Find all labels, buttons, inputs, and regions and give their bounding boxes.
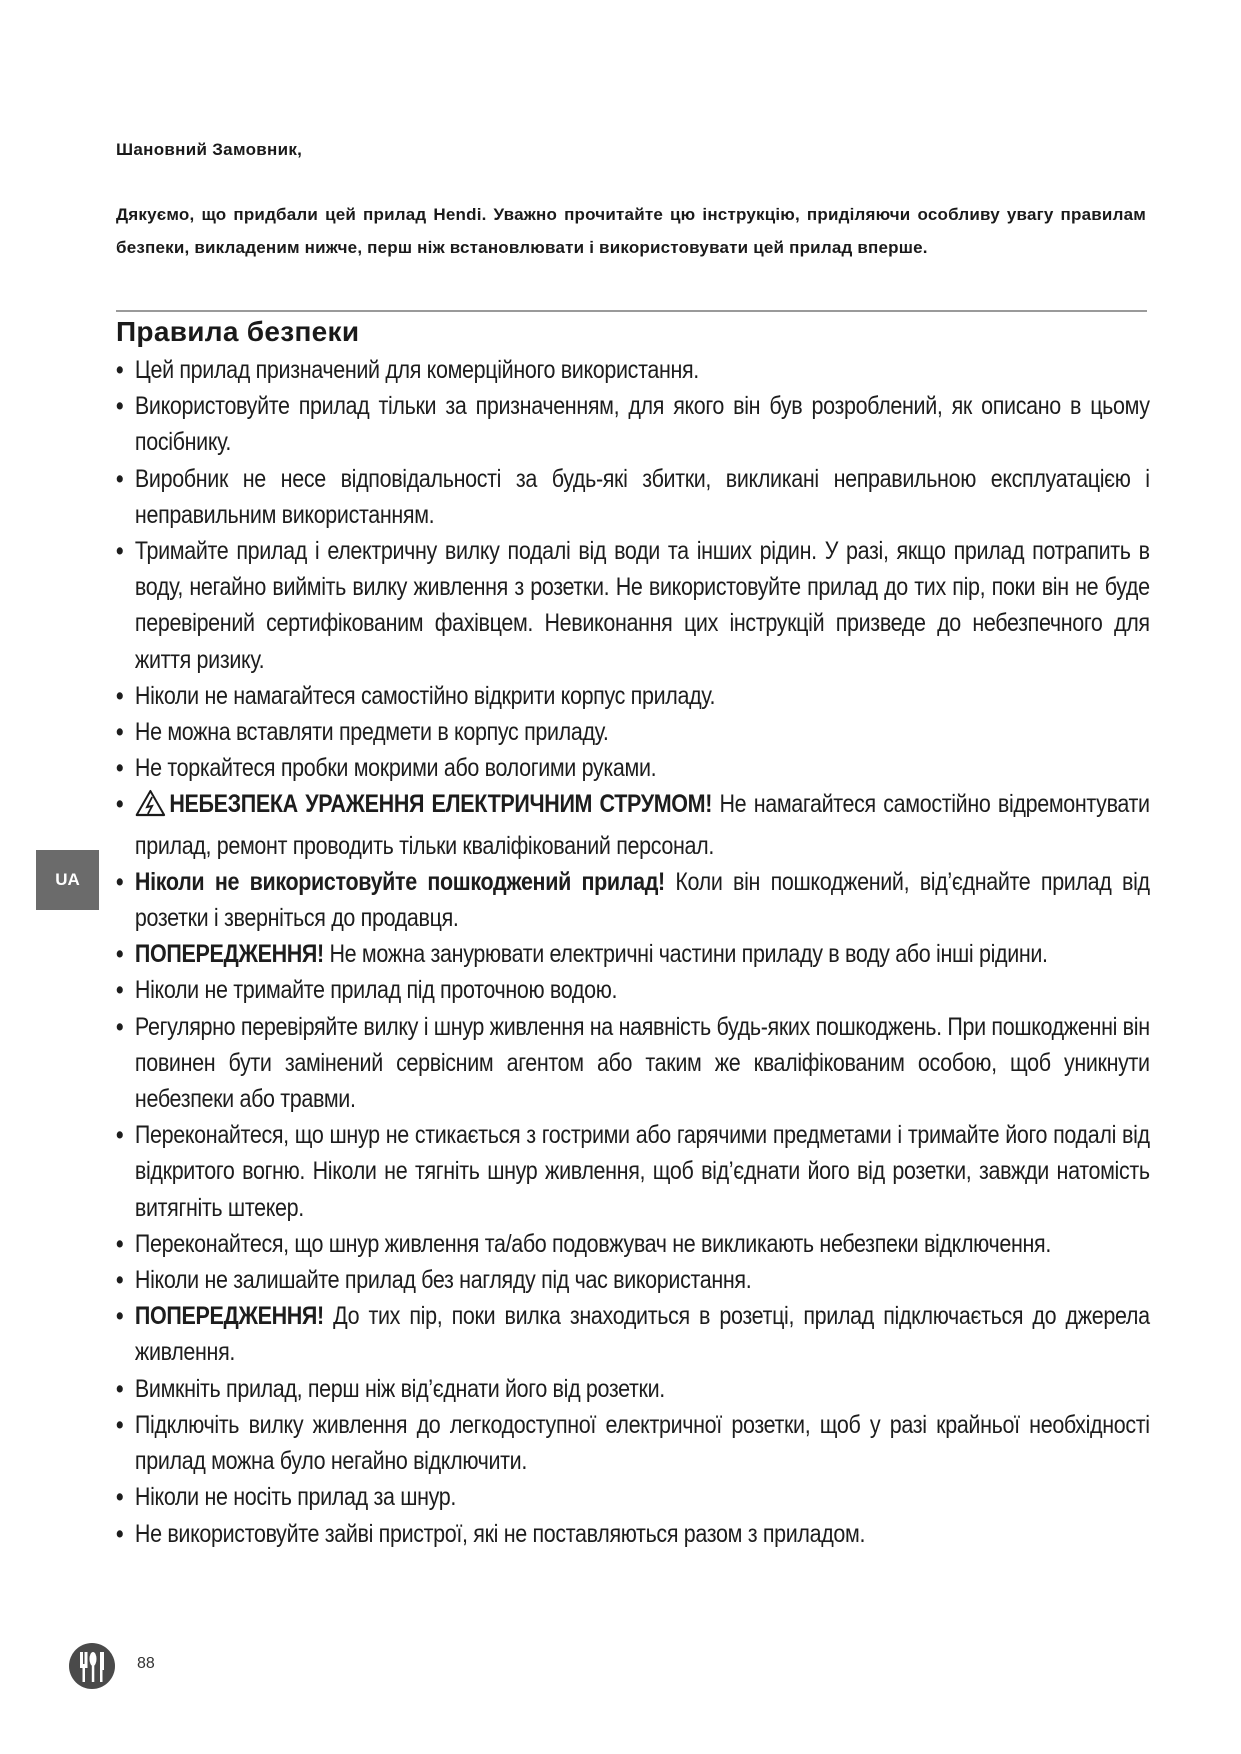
list-item: [116, 972, 1163, 1008]
list-item-text: Коли він пошкоджений, від’єднайте прилад від розетки і зверніться до продавця.: [134, 867, 1150, 933]
language-tab: UA: [36, 850, 99, 910]
list-item-text: Ніколи не тримайте прилад під проточною водою.: [134, 976, 618, 1005]
list-item-text: Виробник не несе відповідальності за будь-які збитки, викликані неправильною експлуатацією і неправильним використанням.: [134, 464, 1150, 529]
greeting: Шановний Замовник,: [116, 140, 303, 159]
list-item-strong: НЕБЕЗПЕКА УРАЖЕННЯ ЕЛЕКТРИЧНИМ СТРУМОМ!: [169, 790, 713, 819]
list-item: [116, 750, 1163, 786]
list-item-text: Переконайтеся, що шнур не стикається з гострими або гарячими предметами і тримайте його подалі від відкритого вогню. Ніколи не тягніть шнур живлення, щоб від’єднати його від розетки, завжди натомість витягніть штекер.: [134, 1121, 1150, 1222]
list-item: [116, 678, 1163, 714]
list-item: [116, 864, 1163, 936]
list-item-text: Не використовуйте зайві пристрої, які не поставляються разом з приладом.: [134, 1519, 866, 1548]
list-item-strong: ПОПЕРЕДЖЕННЯ!: [134, 1302, 324, 1331]
intro-paragraph: Дякуємо, що придбали цей прилад Hendi. Уважно прочитайте цю інструкцію, приділяючи особливу увагу правилам безпеки, викладеним нижче, перш ніж встановлювати і використовувати цей прилад вперше.: [116, 205, 1146, 257]
electric-hazard-icon: [135, 789, 166, 827]
list-item: [116, 1117, 1163, 1226]
list-item: [116, 1298, 1163, 1370]
page-number: 88: [137, 1655, 155, 1672]
list-item: [116, 786, 1163, 863]
list-item-strong: Ніколи не використовуйте пошкоджений прилад!: [134, 867, 665, 896]
list-item-text: Не намагайтеся самостійно відремонтувати прилад, ремонт проводить тільки кваліфікований персонал.: [134, 790, 1150, 860]
list-item: [116, 461, 1163, 533]
list-item-text: Не можна занурювати електричні частини приладу в воду або інші рідини.: [323, 940, 1048, 969]
list-item-text: Не можна вставляти предмети в корпус приладу.: [134, 718, 609, 747]
list-item-text: Тримайте прилад і електричну вилку подалі від води та інших рідин. У разі, якщо прилад потрапить в воду, негайно вийміть вилку живлення з розетки. Не використовуйте прилад до тих пір, поки він не буде перевірений сертифікованим фахівцем. Невиконання цих інструкцій призведе до небезпечного для життя ризику.: [134, 537, 1150, 674]
list-item: [116, 1009, 1163, 1118]
list-item: [116, 714, 1163, 750]
list-item-text: Підключіть вилку живлення до легкодоступної електричної розетки, щоб у разі крайньої необхідності прилад можна було негайно відключити.: [134, 1410, 1150, 1476]
list-item: [116, 936, 1163, 972]
list-item: [116, 352, 1163, 388]
list-item: [116, 1407, 1163, 1479]
list-item-text: Ніколи не намагайтеся самостійно відкрити корпус приладу.: [134, 681, 716, 710]
list-item-text: Ніколи не носіть прилад за шнур.: [134, 1483, 457, 1512]
list-item: [116, 1226, 1163, 1262]
list-item-strong: ПОПЕРЕДЖЕННЯ!: [134, 940, 324, 969]
safety-rules-list: [116, 352, 1160, 1552]
cutlery-logo-icon: [68, 1642, 116, 1690]
section-divider: [116, 310, 1147, 312]
section-title: Правила безпеки: [116, 316, 360, 347]
list-item: [116, 388, 1163, 460]
list-item-text: Переконайтеся, що шнур живлення та/або подовжувач не викликають небезпеки відключення.: [134, 1229, 1051, 1258]
list-item-text: До тих пір, поки вилка знаходиться в розетці, прилад підключається до джерела живлення.: [134, 1302, 1150, 1367]
list-item: [116, 1371, 1163, 1407]
list-item: [116, 1479, 1163, 1515]
list-item-text: Цей прилад призначений для комерційного використання.: [134, 356, 699, 384]
list-item: [116, 533, 1163, 678]
list-item: [116, 1516, 1163, 1552]
list-item-text: Не торкайтеся пробки мокрими або вологими руками.: [134, 754, 657, 783]
list-item-text: Регулярно перевіряйте вилку і шнур живлення на наявність будь-яких пошкоджень. При пошкодженні він повинен бути замінений сервісним агентом або таким же кваліфікованим особою, щоб уникнути небезпеки або травми.: [134, 1012, 1150, 1114]
list-item-text: Ніколи не залишайте прилад без нагляду під час використання.: [134, 1266, 752, 1295]
list-item: [116, 1262, 1163, 1298]
list-item-text: Вимкніть прилад, перш ніж від’єднати його від розетки.: [134, 1374, 665, 1403]
list-item-text: Використовуйте прилад тільки за призначенням, для якого він був розроблений, як описано в цьому посібнику.: [134, 392, 1150, 457]
